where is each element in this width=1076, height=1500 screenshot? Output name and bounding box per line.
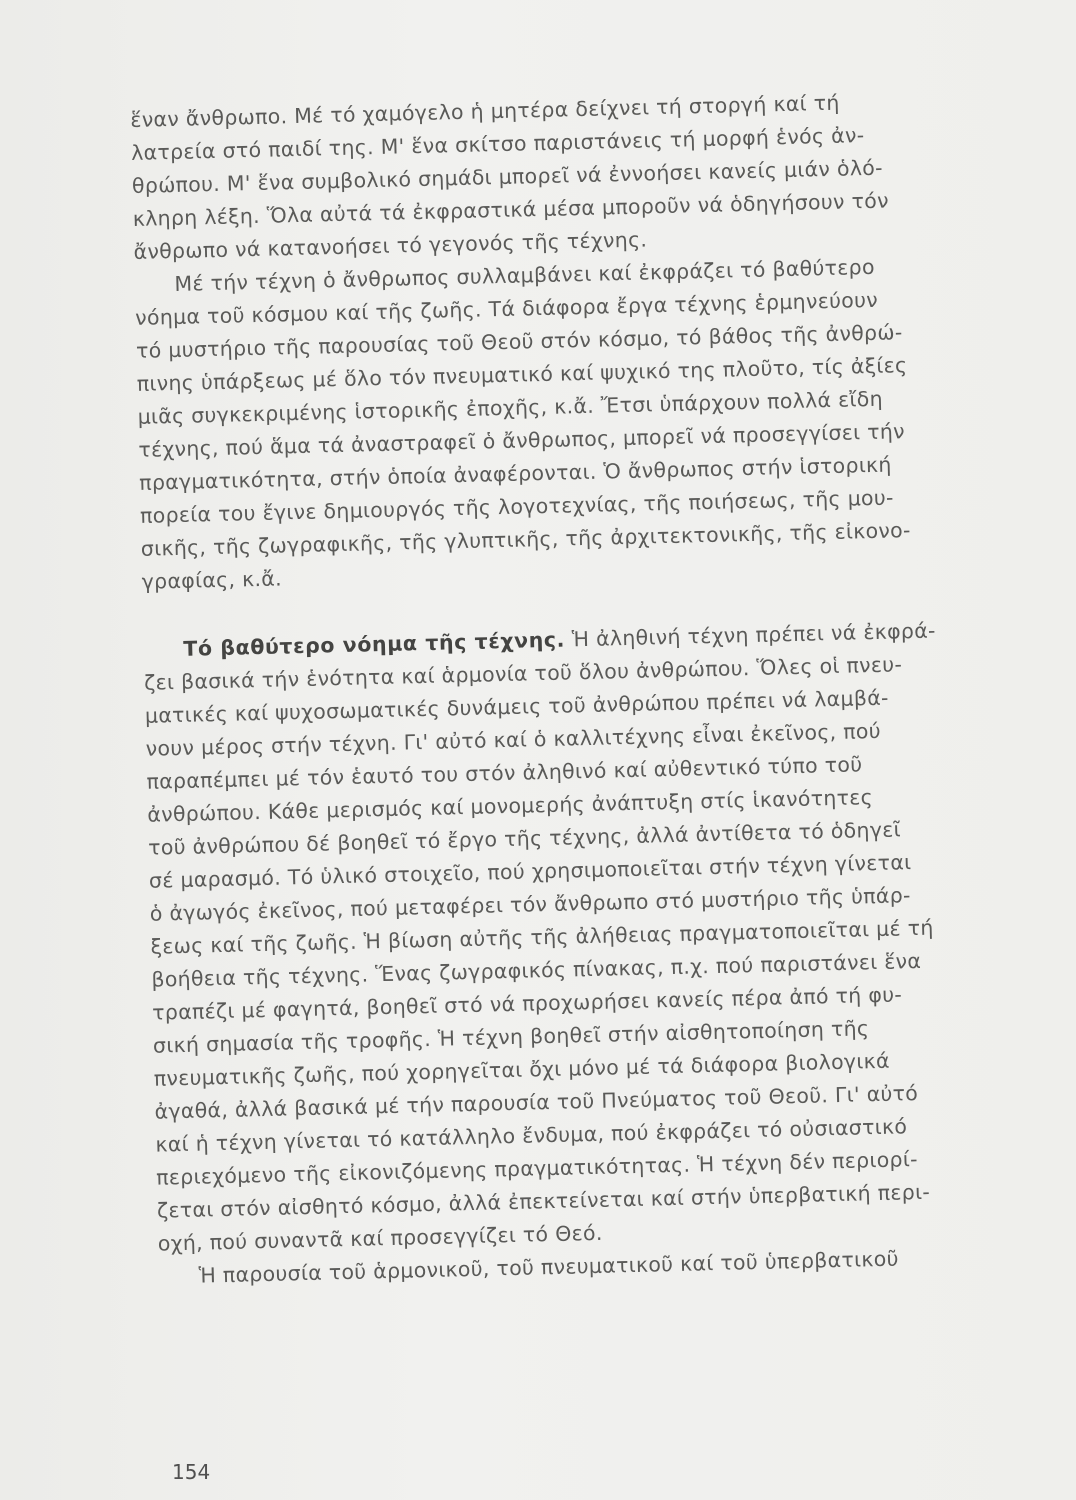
text-line: πινης ὑπάρξεως μέ ὅλο τόν πνευματικό καί ψυχικό της πλοῦτο, τίς ἀξίες [136,353,908,396]
text-line: οχή, πού συναντᾶ καί προσεγγίζει τό Θεό. [157,1220,603,1256]
text-line: παραπέμπει μέ τόν ἑαυτό του στόν ἀληθινό καί αὐθεντικό τύπο τοῦ [146,752,863,794]
text-line: θρώπου. Μ' ἕνα συμβολικό σημάδι μπορεῖ νά ἐννοήσει κανείς μιάν ὁλό- [131,155,884,198]
text-line: κληρη λέξη. Ὅλα αὐτά τά ἐκφραστικά μέσα μποροῦν νά ὁδηγήσουν τόν [132,188,890,231]
text-line: μιᾶς συγκεκριμένης ἱστορικῆς ἐποχῆς, κ.ἄ. Ἔτσι ὑπάρχουν πολλά εἴδη [137,386,884,429]
text-line: πνευματικῆς ζωῆς, πού χορηγεῖται ὄχι μόνο μέ τά διάφορα βιολογικά [153,1048,891,1091]
text-line: πορεία του ἔγινε δημιουργός τῆς λογοτεχνίας, τῆς ποιήσεως, τῆς μου- [139,485,894,528]
text-line: σέ μαρασμό. Τό ὑλικό στοιχεῖο, πού χρησιμοποιεῖται στήν τέχνη γίνεται [148,850,912,893]
text-line: περιεχόμενο τῆς εἰκονιζόμενης πραγματικότητας. Ἡ τέχνη δέν περιορί- [155,1147,919,1190]
text-line-rest: Ἡ ἀληθινή τέχνη πρέπει νά ἐκφρά- [564,618,936,652]
page-number: 154 [172,1460,211,1484]
section-heading: Τό βαθύτερο νόημα τῆς τέχνης. [183,627,566,661]
text-line: νόημα τοῦ κόσμου καί τῆς ζωῆς. Τά διάφορα ἔργα τέχνης ἑρμηνεύουν [134,287,879,330]
text-line: Μέ τήν τέχνη ὁ ἄνθρωπος συλλαμβάνει καί ἐκφράζει τό βαθύτερο [174,254,876,296]
text-line: γραφίας, κ.ἄ. [141,566,283,594]
text-line: ἕναν ἄνθρωπο. Μέ τό χαμόγελο ἡ μητέρα δείχνει τή στοργή καί τή [130,90,840,132]
text-line: νουν μέρος στήν τέχνη. Γι' αὐτό καί ὁ καλλιτέχνης εἶναι ἐκεῖνος, πού [145,718,882,761]
text-line: καί ἡ τέχνη γίνεται τό κατάλληλο ἔνδυμα, πού ἐκφράζει τό οὐσιαστικό [155,1114,908,1157]
text-line: τό μυστήριο τῆς παρουσίας τοῦ Θεοῦ στόν κόσμο, τό βάθος τῆς ἀνθρώ- [135,320,903,363]
text-line: ἀγαθά, ἀλλά βασικά μέ τήν παρουσία τοῦ Πνεύματος τοῦ Θεοῦ. Γι' αὐτό [154,1081,919,1124]
text-line: σικῆς, τῆς ζωγραφικῆς, τῆς γλυπτικῆς, τῆς ἀρχιτεκτονικῆς, τῆς εἰκονο- [140,518,911,561]
text-line: τοῦ ἀνθρώπου δέ βοηθεῖ τό ἔργο τῆς τέχνης, ἀλλά ἀντίθετα τό ὁδηγεῖ [147,817,902,860]
text-line: ματικές καί ψυχοσωματικές δυνάμεις τοῦ ἀνθρώπου πρέπει νά λαμβά- [144,685,889,728]
text-line: ἄνθρωπο νά κατανοήσει τό γεγονός τῆς τέχνης. [133,227,648,264]
text-line: πραγματικότητα, στήν ὁποία ἀναφέρονται. Ὁ ἄνθρωπος στήν ἱστορική [138,452,892,495]
text-line: βοήθεια τῆς τέχνης. Ἕνας ζωγραφικός πίνακας, π.χ. πού παριστάνει ἕνα [151,948,922,992]
text-line: σική σημασία τῆς τροφῆς. Ἡ τέχνη βοηθεῖ στήν αἰσθητοποίηση τῆς [152,1016,870,1058]
text-line: λατρεία στό παιδί της. Μ' ἕνα σκίτσο παριστάνεις τή μορφή ἑνός ἀν- [130,123,865,165]
text-line: τέχνης, πού ἅμα τά ἀναστραφεῖ ὁ ἄνθρωπος, μπορεῖ νά προσεγγίσει τήν [138,419,906,462]
text-line: ἀνθρώπου. Κάθε μερισμός καί μονομερής ἀνάπτυξη στίς ἱκανότητες [147,785,874,827]
body-text [130,82,1059,1294]
text-line: τραπέζι μέ φαγητά, βοηθεῖ στό νά προχωρήσει κανείς πέρα ἀπό τή φυ- [151,982,903,1025]
text-line: ὁ ἀγωγός ἐκεῖνος, πού μεταφέρει τόν ἄνθρωπο στό μυστήριο τῆς ὑπάρ- [149,883,911,926]
text-line: Ἡ παρουσία τοῦ ἁρμονικοῦ, τοῦ πνευματικοῦ καί τοῦ ὑπερβατικοῦ [198,1246,899,1288]
text-line: ζει βασικά τήν ἑνότητα καί ἁρμονία τοῦ ὅλου ἀνθρώπου. Ὅλες οἱ πνευ- [143,652,903,695]
text-line: ξεως καί τῆς ζωῆς. Ἡ βίωση αὐτῆς τῆς ἀλήθειας πραγματοποιεῖται μέ τή [150,915,934,959]
text-line: ζεται στόν αἰσθητό κόσμο, ἀλλά ἐπεκτείνεται καί στήν ὑπερβατική περι- [156,1179,931,1223]
